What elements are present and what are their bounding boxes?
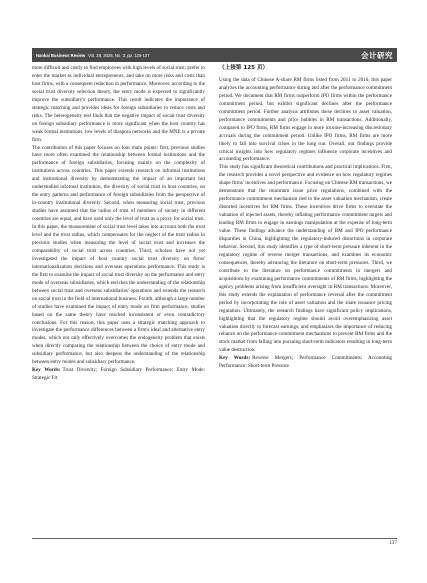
keywords-text: Reverse Mergers; Performance Commitments; Accounting Performance; Short-term Pressure xyxy=(219,355,392,370)
abstract-paragraph: The contribution of this paper focuses on four main points: first, previous studies have more often examined the relationship between formal institutions and the performance of foreign subsidiaries, focusing mainly on the complexity of institutions across countries. This paper extends research on informal institutions and institutional diversity by demonstrating the impact of an important but understudied informal institution, the diversity of social trust in host countries, on the entry patterns and performance of foreign subsidiaries from the perspective of in-country institutional diversity. Second, when measuring social trust, previous studies have assumed that the radius of trust of members of society in different countries are equal, and have used only the level of trust as a proxy for social trust. In this paper, the measurement of social trust level takes into account both the trust level and the trust radius, which compensates for the neglect of the trust radius in previous studies when measuring the level of social trust and increases the comparability of social trust across countries. Third, scholars have not yet investigated the impact of host country social trust diversity on firms' internationalization decisions and overseas operations performance. This study is the first to examine the impact of social trust diversity on the performance and entry mode of overseas subsidiaries, which enriches the understanding of the relationship between social trust and overseas subsidiaries' operations and extends the research on social trust in the field of international business. Fourth, although a large number of studies have examined the impact of entry mode on firm performance, studies based on the same theory have reached inconsistent or even contradictory conclusions. For this reason, this paper uses a strategic matching approach to investigate the performance differences between a firm's ideal and alternative entry modes, which not only effectively overcomes the endogeneity problem that exists when directly comparing the relationship between the choice of entry mode and subsidiary performance, but also deepens the understanding of the relationship between entry modes and subsidiary performance. xyxy=(32,144,206,366)
journal-issue: Vol. 28, 2025, No. 3, pp. 126-137 xyxy=(88,52,150,58)
keywords-text: Trust Diversity; Foreign Subsidiary Performance; Entry Mode; Strategic Fit xyxy=(32,367,205,382)
keywords-label: Key Words: xyxy=(219,355,251,362)
keywords-line xyxy=(32,367,205,383)
keywords-label: Key Words: xyxy=(32,367,61,374)
continued-note: （上接第 125 页） xyxy=(219,65,269,71)
running-header xyxy=(32,48,397,62)
journal-info xyxy=(36,53,150,58)
page-number: 137 xyxy=(388,540,397,546)
abstract-paragraph: This study has significant theoretical contributions and practical implications. First, the research provides a novel perspective and evidence on how regulatory regimes shape firms' incentives and performance. Focusing on Chinese RM transactions, we demonstrate that the minimum issue price regulations, combined with the performance commitment mechanism tied to the asset valuation mechanism, create distorted incentives for RM firms. These incentives drive firms to overstate the valuation of injected assets, thereby inflating performance commitment targets and leading RM firms to engage in earnings manipulation at the expense of long-term value. These findings advance the understanding of RM and IPO performance disparities in China, highlighting the regulatory-induced distortions in corporate behavior. Second, this study identifies a type of short-term pressure inherent in the regulatory regime of reverse merger transactions, and examines its economic consequences, thereby advancing the literature on short-term pressures. Third, we contribute to the literature on performance commitments in mergers and acquisitions by examining performance commitments of RM firms, highlighting the agency problems arising from insufficient oversight in RM transactions. Moreover, this study extends the explanation of performance reversal after the commitment period by incorporating the role of asset valuation and the share issuance pricing regulation. Ultimately, the research findings have significant policy implications, highlighting that the regulatory regime should avoid overemphasizing asset valuation directly to forecast earnings, and emphasizes the importance of reducing reliance on the performance commitment mechanisms to prevent RM firms and the stock market from falling into pursuing short-term indicators resulting in long-term value destruction. xyxy=(219,164,392,354)
keywords-line xyxy=(219,355,392,371)
abstract-paragraph: more difficult and costly to find employees with high levels of social trust; prefer to enter the market as individual entrepreneurs, and take on more risks and costs than host firms, with a consequent reduction in performance. Moreover, according to the social trust diversity selection theory, the entry mode is expected to significantly improve the subsidiary's performance. This result indicates the importance of strategic matching and provides ideas for foreign subsidiaries to reduce costs and risks. The heterogeneity test finds that the negative impact of social trust diversity on foreign subsidiary performance is more significant when the host country has weak formal institutions, low levels of diaspora networks and the MNE is a private firm. xyxy=(32,65,205,143)
journal-name: Nankai Business Review xyxy=(36,52,86,58)
section-title: 会计研究 xyxy=(361,50,393,60)
right-column xyxy=(219,65,392,371)
left-column xyxy=(32,65,205,383)
abstract-paragraph: Using the data of Chinese A-share RM firms listed from 2011 to 2016, this paper analyzes the accounting performance during and after the performance commitment period. We document that RM firms outperform IPO firms within the performance commitment period, but exhibit significant declines after the performance commitment period. Further analysis attributes these declines to asset valuation, performance commitments and price bubbles in RM transactions. Additionally, compared to IPO firms, RM firms engage in more income-increasing discretionary accruals during the commitment period. Unlike IPO firms, RM firms are more likely to fall into survival crises in the long run. Overall, our findings provide critical insights into how regulatory regimes influence corporate incentives and accounting performance. xyxy=(219,76,392,163)
footer-rule xyxy=(32,538,397,539)
